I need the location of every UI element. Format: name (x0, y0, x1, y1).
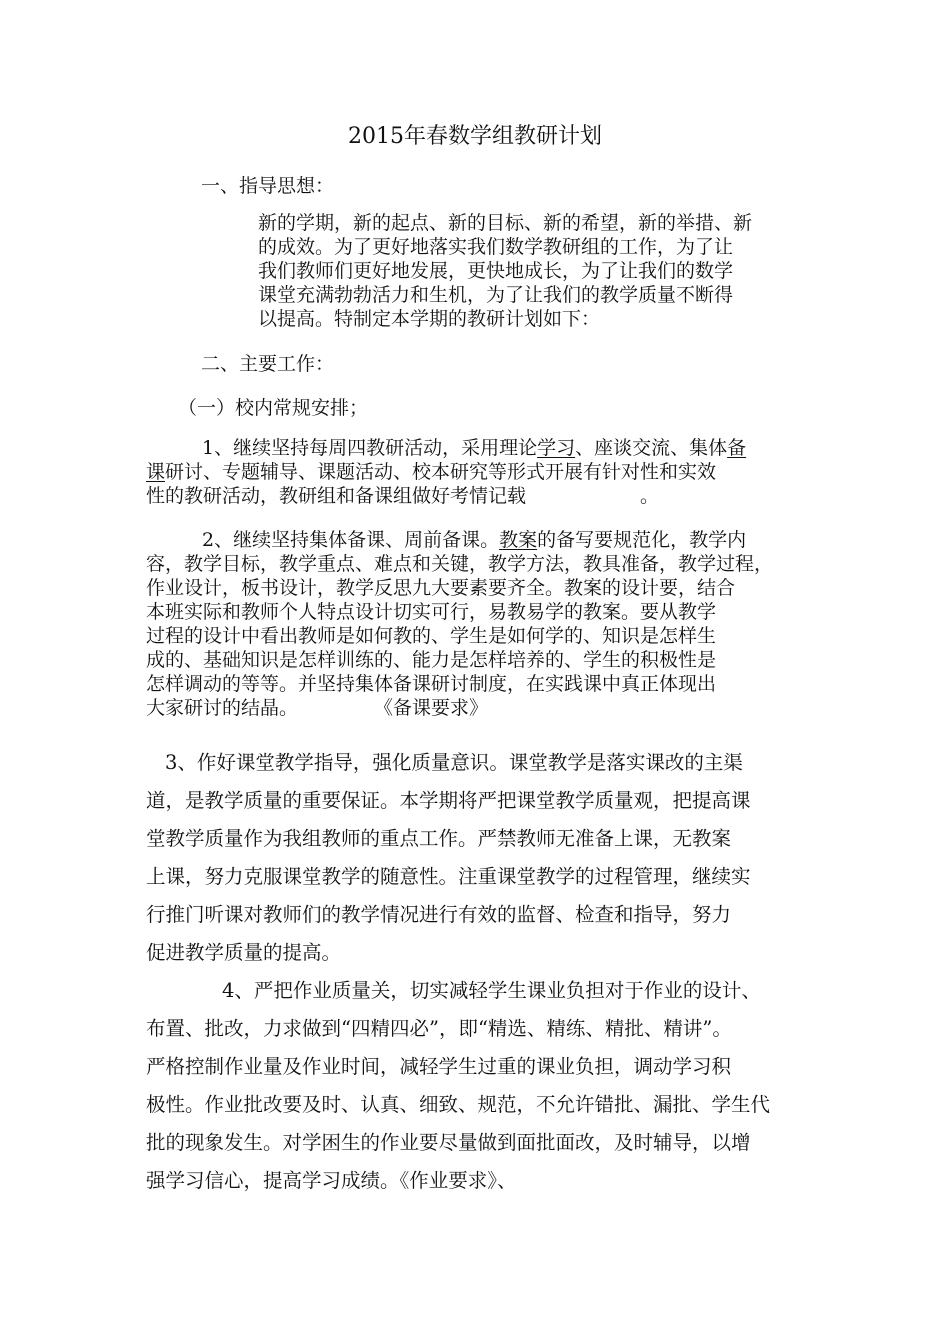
work-item-1-line (146, 436, 810, 460)
intro-line: 新的学期，新的起点、新的目标、新的希望，新的举措、新 (258, 212, 753, 234)
text-run: 的备写要规范化，教学内 (537, 529, 747, 551)
intro-line: 的成效。为了更好地落实我们数学教研组的工作，为了让 (258, 236, 734, 258)
work-item-1-line: 性的教研活动，教研组和备课组做好考情记载 。 (146, 485, 660, 507)
subsection-heading-school-routine: （一）校内常规安排； (178, 397, 369, 419)
work-item-4-line: 批的现象发生。对学困生的作业要尽量做到面批面改，及时辅导，以增 (146, 1131, 751, 1154)
work-item-2-line (146, 528, 810, 552)
work-item-2 (146, 528, 810, 720)
work-item-3-line: 道，是教学质量的重要保证。本学期将严把课堂教学质量观，把提高课 (146, 789, 751, 812)
work-item-3 (146, 744, 826, 972)
work-item-2-line: 成的、基础知识是怎样训练的、能力是怎样培养的、学生的积极性是 (146, 649, 717, 671)
intro-line: 课堂充满勃勃活力和生机，为了让我们的教学质量不断得 (258, 284, 734, 306)
intro-line: 以提高。特制定本学期的教研计划如下： (258, 308, 601, 330)
intro-paragraph (258, 211, 818, 331)
underlined-term: 教案 (499, 529, 538, 551)
text-run: 、座谈交流、集体 (575, 437, 728, 459)
underlined-term: 备 (727, 437, 747, 459)
work-item-3-line: 促进教学质量的提高。 (146, 941, 342, 964)
text-run: 研讨、专题辅导、课题活动、校本研究等形式开展有针对性和实效 (165, 461, 717, 483)
work-item-2-line: 本班实际和教师个人特点设计切实可行，易教易学的教案。要从教学 (146, 601, 717, 623)
section-heading-main-work: 二、主要工作： (201, 353, 335, 375)
work-item-1 (146, 436, 810, 508)
underlined-term: 课 (146, 461, 166, 483)
text-run: 2、继续坚持集体备课、周前备课。 (202, 529, 500, 551)
work-item-3-line: 上课，努力克服课堂教学的随意性。注重课堂教学的过程管理，继续实 (146, 865, 751, 888)
work-item-2-line: 过程的设计中看出教师是如何教的、学生是如何学的、知识是怎样生 (146, 625, 717, 647)
work-item-4-line: 4、严把作业质量关，切实减轻学生课业负担对于作业的设计、 (222, 979, 761, 1002)
work-item-4 (146, 972, 826, 1200)
work-item-2-line: 作业设计，板书设计，教学反思九大要素要齐全。教案的设计要，结合 (146, 577, 736, 599)
work-item-2-line: 怎样调动的等等。并坚持集体备课研讨制度，在实践课中真正体现出 (146, 673, 717, 695)
work-item-2-line: 大家研讨的结晶。 《备课要求》 (146, 697, 489, 719)
underlined-term: 学习 (537, 437, 576, 459)
work-item-4-line: 布置、批改，力求做到“四精四必”，即“精选、精练、精批、精讲”。 (146, 1017, 732, 1040)
intro-line: 我们教师们更好地发展，更快地成长，为了让我们的数学 (258, 260, 734, 282)
work-item-3-line: 行推门听课对教师们的教学情况进行有效的监督、检查和指导，努力 (146, 903, 732, 926)
work-item-4-line: 极性。作业批改要及时、认真、细致、规范，不允许错批、漏批、学生代 (146, 1093, 771, 1116)
text-run: 1、继续坚持每周四教研活动，采用理论 (202, 437, 538, 459)
work-item-2-line: 容，教学目标，教学重点、难点和关键，教学方法，教具准备，教学过程， (146, 553, 774, 575)
work-item-4-line: 严格控制作业量及作业时间，减轻学生过重的课业负担，调动学习积 (146, 1055, 732, 1078)
work-item-4-line: 强学习信心，提高学习成绩。《作业要求》、 (146, 1169, 517, 1192)
document-title: 2015年春数学组教研计划 (348, 124, 602, 149)
work-item-3-line: 3、作好课堂教学指导，强化质量意识。课堂教学是落实课改的主渠 (165, 751, 743, 774)
work-item-1-line (146, 460, 810, 484)
section-heading-guiding-ideology: 一、指导思想： (201, 175, 335, 197)
work-item-3-line: 堂教学质量作为我组教师的重点工作。严禁教师无准备上课，无教案 (146, 827, 732, 850)
